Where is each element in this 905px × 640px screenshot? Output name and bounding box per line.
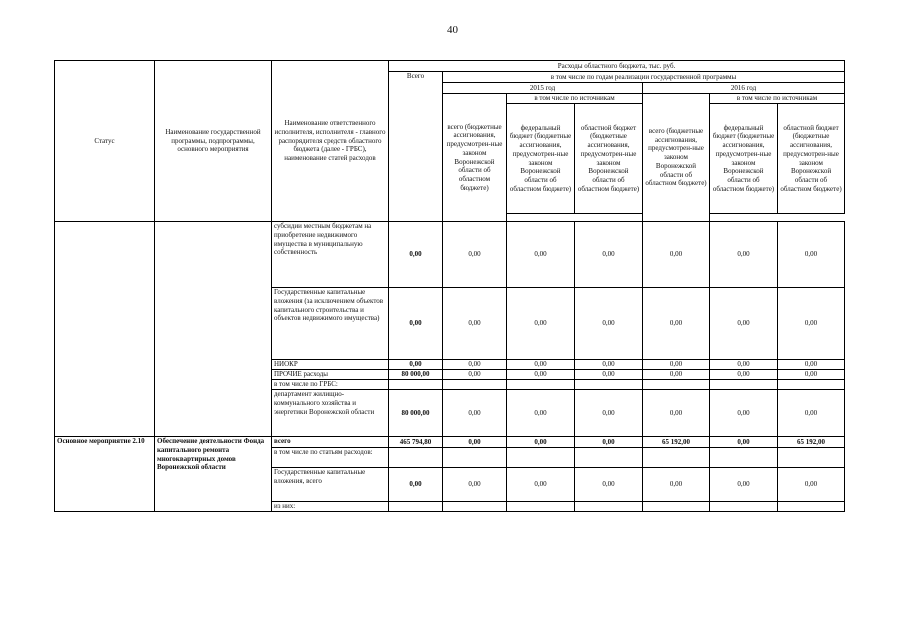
measure-row-2015-federal <box>507 448 575 468</box>
row-2015-all: 0,00 <box>443 360 507 370</box>
row-2015-regional: 0,00 <box>575 222 643 288</box>
measure-row-2016-regional: 65 192,00 <box>778 437 845 448</box>
header-2015-all: всего (бюджетные ассигнования, предусмотрен-ные законом Воронежской области об областном бюджете) <box>443 94 507 222</box>
row-total: 0,00 <box>389 360 443 370</box>
header-total: Всего <box>389 72 443 222</box>
measure-row-2015-all <box>443 502 507 512</box>
row-2016-federal: 0,00 <box>710 288 778 360</box>
row-2015-all: 0,00 <box>443 370 507 380</box>
measure-row-2015-regional <box>575 502 643 512</box>
row-2016-federal: 0,00 <box>710 360 778 370</box>
measure-row-2016-federal <box>710 448 778 468</box>
row-label: НИОКР <box>272 360 389 370</box>
row-2015-all <box>443 380 507 390</box>
measure-row-label: Государственные капитальные вложения, всего <box>272 468 389 502</box>
measure-row-total: 465 794,80 <box>389 437 443 448</box>
row-2015-all: 0,00 <box>443 288 507 360</box>
row-2016-federal: 0,00 <box>710 370 778 380</box>
row-2016-all: 0,00 <box>643 390 710 437</box>
row-label: субсидии местным бюджетам на приобретение недвижимого имущества в муниципальную собственность <box>272 222 389 288</box>
measure-row-label: в том числе по статьям расходов: <box>272 448 389 468</box>
row-total: 0,00 <box>389 288 443 360</box>
row-2016-regional: 0,00 <box>778 222 845 288</box>
measure-row-2015-federal <box>507 502 575 512</box>
row-2016-all: 0,00 <box>643 360 710 370</box>
header-2015-regional: областной бюджет (бюджетные ассигнования, предусмотрен-ные законом Воронежской области об областном бюджете) <box>575 104 643 214</box>
header-2016-all: всего (бюджетные ассигнования, предусмотрен-ные законом Воронежской области об областном бюджете) <box>643 94 710 222</box>
measure-row-2015-regional <box>575 448 643 468</box>
row-2015-all: 0,00 <box>443 390 507 437</box>
measure-row-2016-federal <box>710 502 778 512</box>
row-2015-federal: 0,00 <box>507 360 575 370</box>
row-2016-regional: 0,00 <box>778 288 845 360</box>
row-label: Государственные капитальные вложения (за исключением объектов капитального строительства и объектов недвижимого имущества) <box>272 288 389 360</box>
measure-row-2015-regional: 0,00 <box>575 437 643 448</box>
row-2016-federal: 0,00 <box>710 390 778 437</box>
row-total <box>389 380 443 390</box>
page-number: 40 <box>447 24 458 36</box>
measure-row-2016-all <box>643 448 710 468</box>
header-by-years: в том числе по годам реализации государственной программы <box>443 72 845 83</box>
measure-row-2015-federal: 0,00 <box>507 437 575 448</box>
row-2016-all: 0,00 <box>643 370 710 380</box>
row-2016-regional <box>778 380 845 390</box>
row-total: 80 000,00 <box>389 390 443 437</box>
header-year-2016: 2016 год <box>643 83 845 94</box>
measure-row-2016-federal: 0,00 <box>710 468 778 502</box>
header-status: Статус <box>55 61 155 222</box>
row-2016-all <box>643 380 710 390</box>
header-2016-federal: федеральный бюджет (бюджетные ассигнования, предусмотрен-ные законом Воронежской области об областном бюджете) <box>710 104 778 214</box>
row-2016-all: 0,00 <box>643 288 710 360</box>
measure-row-2015-regional: 0,00 <box>575 468 643 502</box>
row-label: департамент жилищно-коммунального хозяйства и энергетики Воронежской области <box>272 390 389 437</box>
header-2015-sources: в том числе по источникам <box>507 94 643 104</box>
row-2016-federal <box>710 380 778 390</box>
measure-row-total <box>389 502 443 512</box>
row-2015-all: 0,00 <box>443 222 507 288</box>
header-expenses-title: Расходы областного бюджета, тыс. руб. <box>389 61 845 72</box>
row-2015-federal: 0,00 <box>507 390 575 437</box>
status-cell-empty <box>55 222 155 437</box>
measure-row-2015-federal: 0,00 <box>507 468 575 502</box>
row-total: 0,00 <box>389 222 443 288</box>
row-2016-all: 0,00 <box>643 222 710 288</box>
row-2015-federal: 0,00 <box>507 288 575 360</box>
measure-row-label: всего <box>272 437 389 448</box>
header-2015-federal: федеральный бюджет (бюджетные ассигнования, предусмотрен-ные законом Воронежской области об областном бюджете) <box>507 104 575 214</box>
measure-row-2016-all <box>643 502 710 512</box>
measure-row-label: из них: <box>272 502 389 512</box>
header-program-name: Наименование государственной программы, подпрограммы, основного мероприятия <box>155 61 272 222</box>
row-label: в том числе по ГРБС: <box>272 380 389 390</box>
row-2016-regional: 0,00 <box>778 360 845 370</box>
row-label: ПРОЧИЕ расходы <box>272 370 389 380</box>
measure-row-2015-all <box>443 448 507 468</box>
measure-row-2016-all: 65 192,00 <box>643 437 710 448</box>
row-2015-federal: 0,00 <box>507 222 575 288</box>
header-2016-regional: областной бюджет (бюджетные ассигнования, предусмотрен-ные законом Воронежской области об областном бюджете) <box>778 104 845 214</box>
measure-status: Основное мероприятие 2.10 <box>55 437 155 512</box>
header-year-2015: 2015 год <box>443 83 643 94</box>
row-total: 80 000,00 <box>389 370 443 380</box>
measure-row-2016-regional <box>778 502 845 512</box>
row-2015-regional: 0,00 <box>575 360 643 370</box>
row-2015-regional: 0,00 <box>575 390 643 437</box>
measure-row-2016-regional: 0,00 <box>778 468 845 502</box>
row-2015-federal: 0,00 <box>507 370 575 380</box>
measure-row-2016-regional <box>778 448 845 468</box>
measure-name: Обеспечение деятельности Фонда капитального ремонта многоквартирных домов Воронежской области <box>155 437 272 512</box>
measure-row-total <box>389 448 443 468</box>
header-2016-sources: в том числе по источникам <box>710 94 845 104</box>
row-2015-regional: 0,00 <box>575 370 643 380</box>
measure-row-2015-all: 0,00 <box>443 468 507 502</box>
row-2015-regional: 0,00 <box>575 288 643 360</box>
program-cell-empty <box>155 222 272 437</box>
header-executor-name: Наименование ответственного исполнителя, исполнителя - главного распорядителя средств областного бюджета (далее - ГРБС), наименование статей расходов <box>272 61 389 222</box>
measure-row-2016-federal: 0,00 <box>710 437 778 448</box>
measure-row-2016-all: 0,00 <box>643 468 710 502</box>
row-2016-regional: 0,00 <box>778 370 845 380</box>
budget-table <box>54 60 845 512</box>
measure-row-2015-all: 0,00 <box>443 437 507 448</box>
row-2015-regional <box>575 380 643 390</box>
row-2016-federal: 0,00 <box>710 222 778 288</box>
measure-row-total: 0,00 <box>389 468 443 502</box>
row-2016-regional: 0,00 <box>778 390 845 437</box>
row-2015-federal <box>507 380 575 390</box>
